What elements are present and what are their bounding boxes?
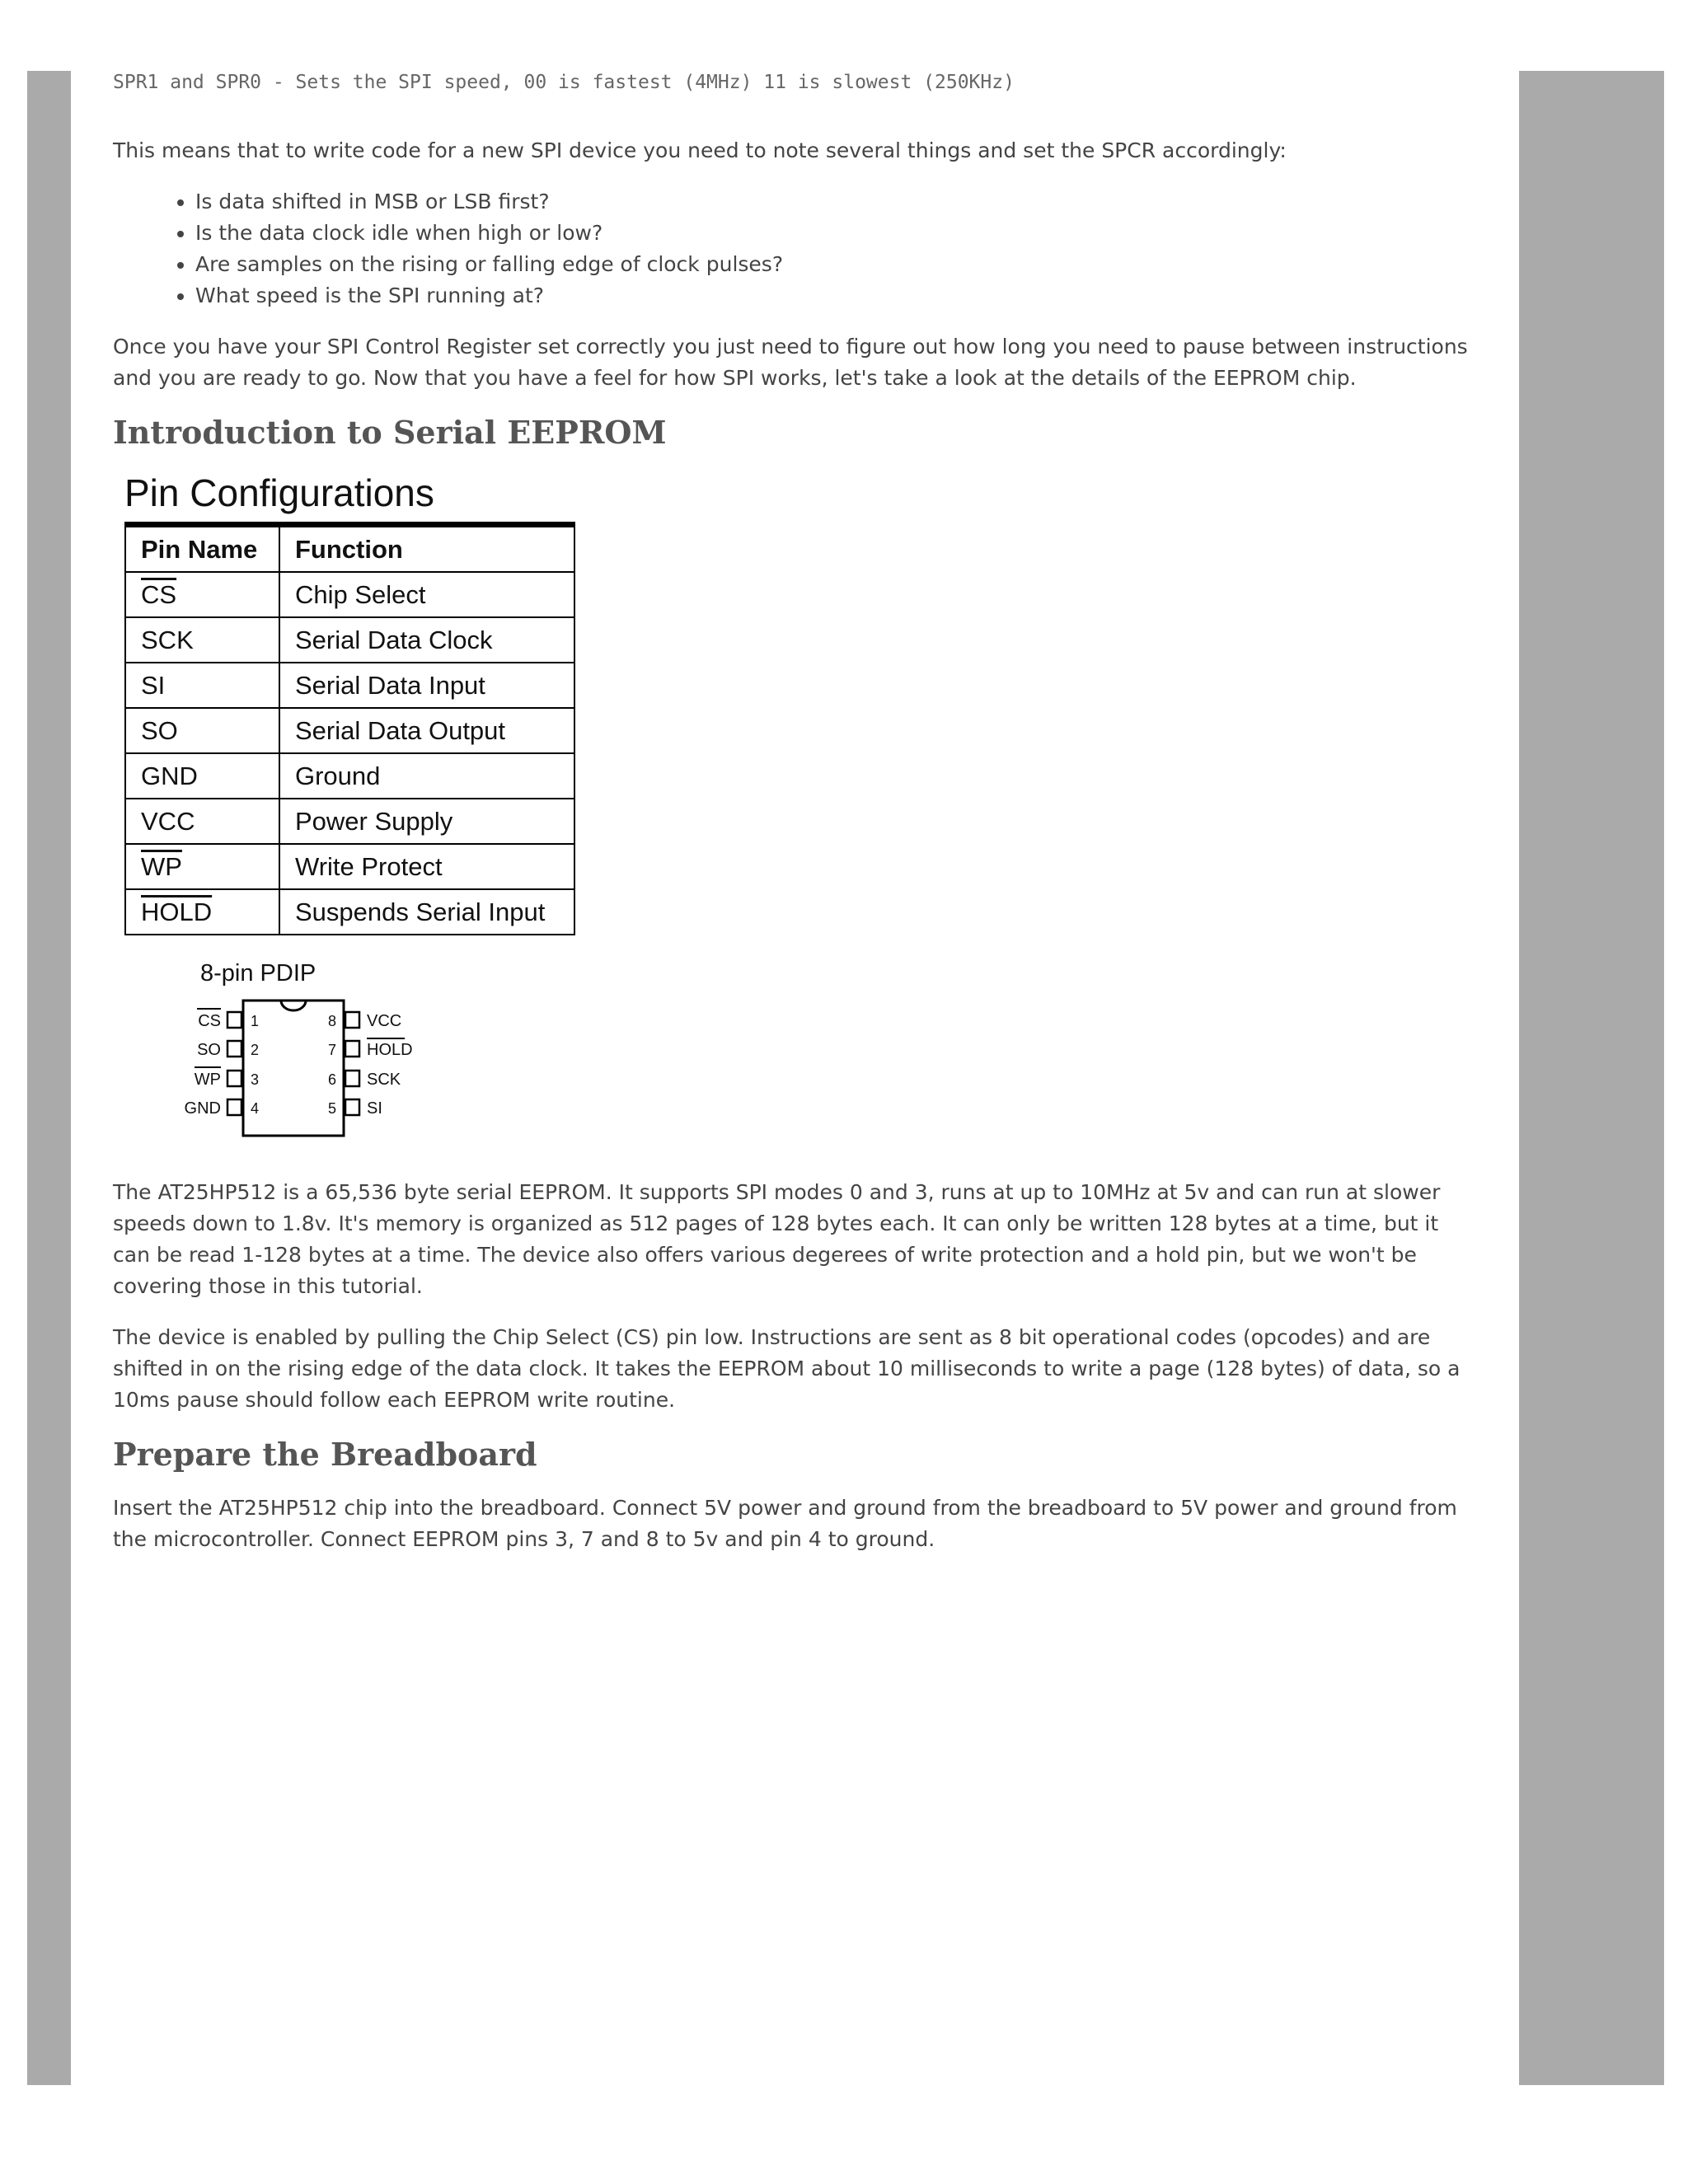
- left-margin-bar: [27, 71, 71, 2085]
- header-function: Function: [279, 525, 574, 573]
- pdip-label: 8-pin PDIP: [200, 960, 316, 987]
- pin-number: 8: [327, 1013, 336, 1029]
- pin-label: CS: [198, 1012, 221, 1030]
- table-row: [125, 799, 574, 844]
- pin-number: 7: [327, 1042, 336, 1058]
- at25-paragraph: The AT25HP512 is a 65,536 byte serial EEPROM. It supports SPI modes 0 and 3, runs at up to 10MHz at 5v and can run at slower speeds down to 1.8v. It's memory is organized as 512 pages of 128 bytes each. It can only be written 128 bytes at a time, but it can be read 1-128 bytes at a time. The device also offers various degerees of write protection and a hold pin, but we won't be covering those in this tutorial.: [113, 1180, 1441, 1298]
- right-margin-bar: [1519, 71, 1664, 2085]
- table-row: [125, 572, 574, 617]
- device-paragraph: The device is enabled by pulling the Chip Select (CS) pin low. Instructions are sent as 8 bit operational codes (opcodes) and are shifted in on the rising edge of the data clock. It takes the EEPROM about 10 milliseconds to write a page (128 bytes) of data, so a 10ms pause should follow each EEPROM write routine.: [113, 1325, 1461, 1412]
- pin-config-table: [124, 522, 575, 935]
- pin-function: Ground: [279, 753, 574, 799]
- pin-name: $\overline{WP}$: [125, 844, 279, 889]
- list-item: • Is the data clock idle when high or low?: [195, 218, 1473, 249]
- pin-box: [345, 1012, 359, 1028]
- pin-name: GND: [125, 753, 279, 799]
- table-row: [125, 663, 574, 708]
- pin-number: 4: [251, 1100, 260, 1117]
- pin-label: HOLD: [367, 1041, 413, 1059]
- table-row: [125, 708, 574, 753]
- header-pin-name: Pin Name: [125, 525, 279, 573]
- pin-box: [345, 1041, 359, 1057]
- pin-box: [227, 1071, 241, 1086]
- pin-name: SI: [125, 663, 279, 708]
- list-item: • What speed is the SPI running at?: [195, 280, 1473, 312]
- heading-serial-eeprom: Introduction to Serial EEPROM: [113, 414, 667, 451]
- pin-function: Serial Data Input: [279, 663, 574, 708]
- spi-questions-list: [113, 186, 1473, 312]
- article-content: [113, 66, 1473, 1555]
- intro-paragraph: This means that to write code for a new SPI device you need to note several things and set the SPCR accordingly:: [113, 138, 1287, 162]
- pin-label: WP: [194, 1071, 221, 1089]
- pin-function: Serial Data Output: [279, 708, 574, 753]
- pin-number: 5: [327, 1100, 336, 1117]
- breadboard-paragraph: Insert the AT25HP512 chip into the breadboard. Connect 5V power and ground from the breadboard to 5V power and ground from the microcontroller. Connect EEPROM pins 3, 7 and 8 to 5v and pin 4 to ground.: [113, 1496, 1457, 1551]
- list-item: • Are samples on the rising or falling edge of clock pulses?: [195, 249, 1473, 280]
- pin-label: SO: [197, 1041, 221, 1059]
- pin-number: 6: [327, 1071, 336, 1088]
- pin-function: Serial Data Clock: [279, 617, 574, 663]
- pin-number: 2: [251, 1042, 260, 1058]
- pin-box: [345, 1099, 359, 1115]
- pin-label: GND: [184, 1099, 221, 1118]
- pin-label: SI: [367, 1099, 382, 1118]
- pin-name: $\overline{CS}$: [125, 572, 279, 617]
- table-row: [125, 617, 574, 663]
- pin-label: SCK: [367, 1071, 401, 1089]
- table-row: [125, 844, 574, 889]
- heading-prepare-breadboard: Prepare the Breadboard: [113, 1436, 537, 1473]
- once-paragraph: Once you have your SPI Control Register set correctly you just need to figure out how long you need to pause between instructions and you are ready to go. Now that you have a feel for how SPI works, let's take a look at the details of the EEPROM chip.: [113, 335, 1468, 390]
- pin-box: [227, 1012, 241, 1028]
- spr-code-line: SPR1 and SPR0 - Sets the SPI speed, 00 is fastest (4MHz) 11 is slowest (250KHz): [113, 72, 1015, 93]
- list-item: • Is data shifted in MSB or LSB first?: [195, 186, 1473, 218]
- pin-name: HOLD: [125, 889, 279, 935]
- pin-function: Write Protect: [279, 844, 574, 889]
- pin-function: Chip Select: [279, 572, 574, 617]
- table-row: [125, 889, 574, 935]
- pin-name: VCC: [125, 799, 279, 844]
- pin-name: SCK: [125, 617, 279, 663]
- pin-box: [227, 1099, 241, 1115]
- pin-function: Suspends Serial Input: [279, 889, 574, 935]
- pdip-chip-svg: [124, 992, 413, 1141]
- pin-function: Power Supply: [279, 799, 574, 844]
- table-header-row: [125, 525, 574, 573]
- pin-box: [227, 1041, 241, 1057]
- pin-number: 1: [251, 1013, 260, 1029]
- pin-label: VCC: [367, 1012, 402, 1030]
- pdip-diagram: [124, 992, 1473, 1144]
- pin-box: [345, 1071, 359, 1086]
- pin-config-title: Pin Configurations: [124, 471, 434, 514]
- table-row: [125, 753, 574, 799]
- pin-name: SO: [125, 708, 279, 753]
- pin-configurations-figure: [124, 471, 1473, 1144]
- pin-number: 3: [251, 1071, 260, 1088]
